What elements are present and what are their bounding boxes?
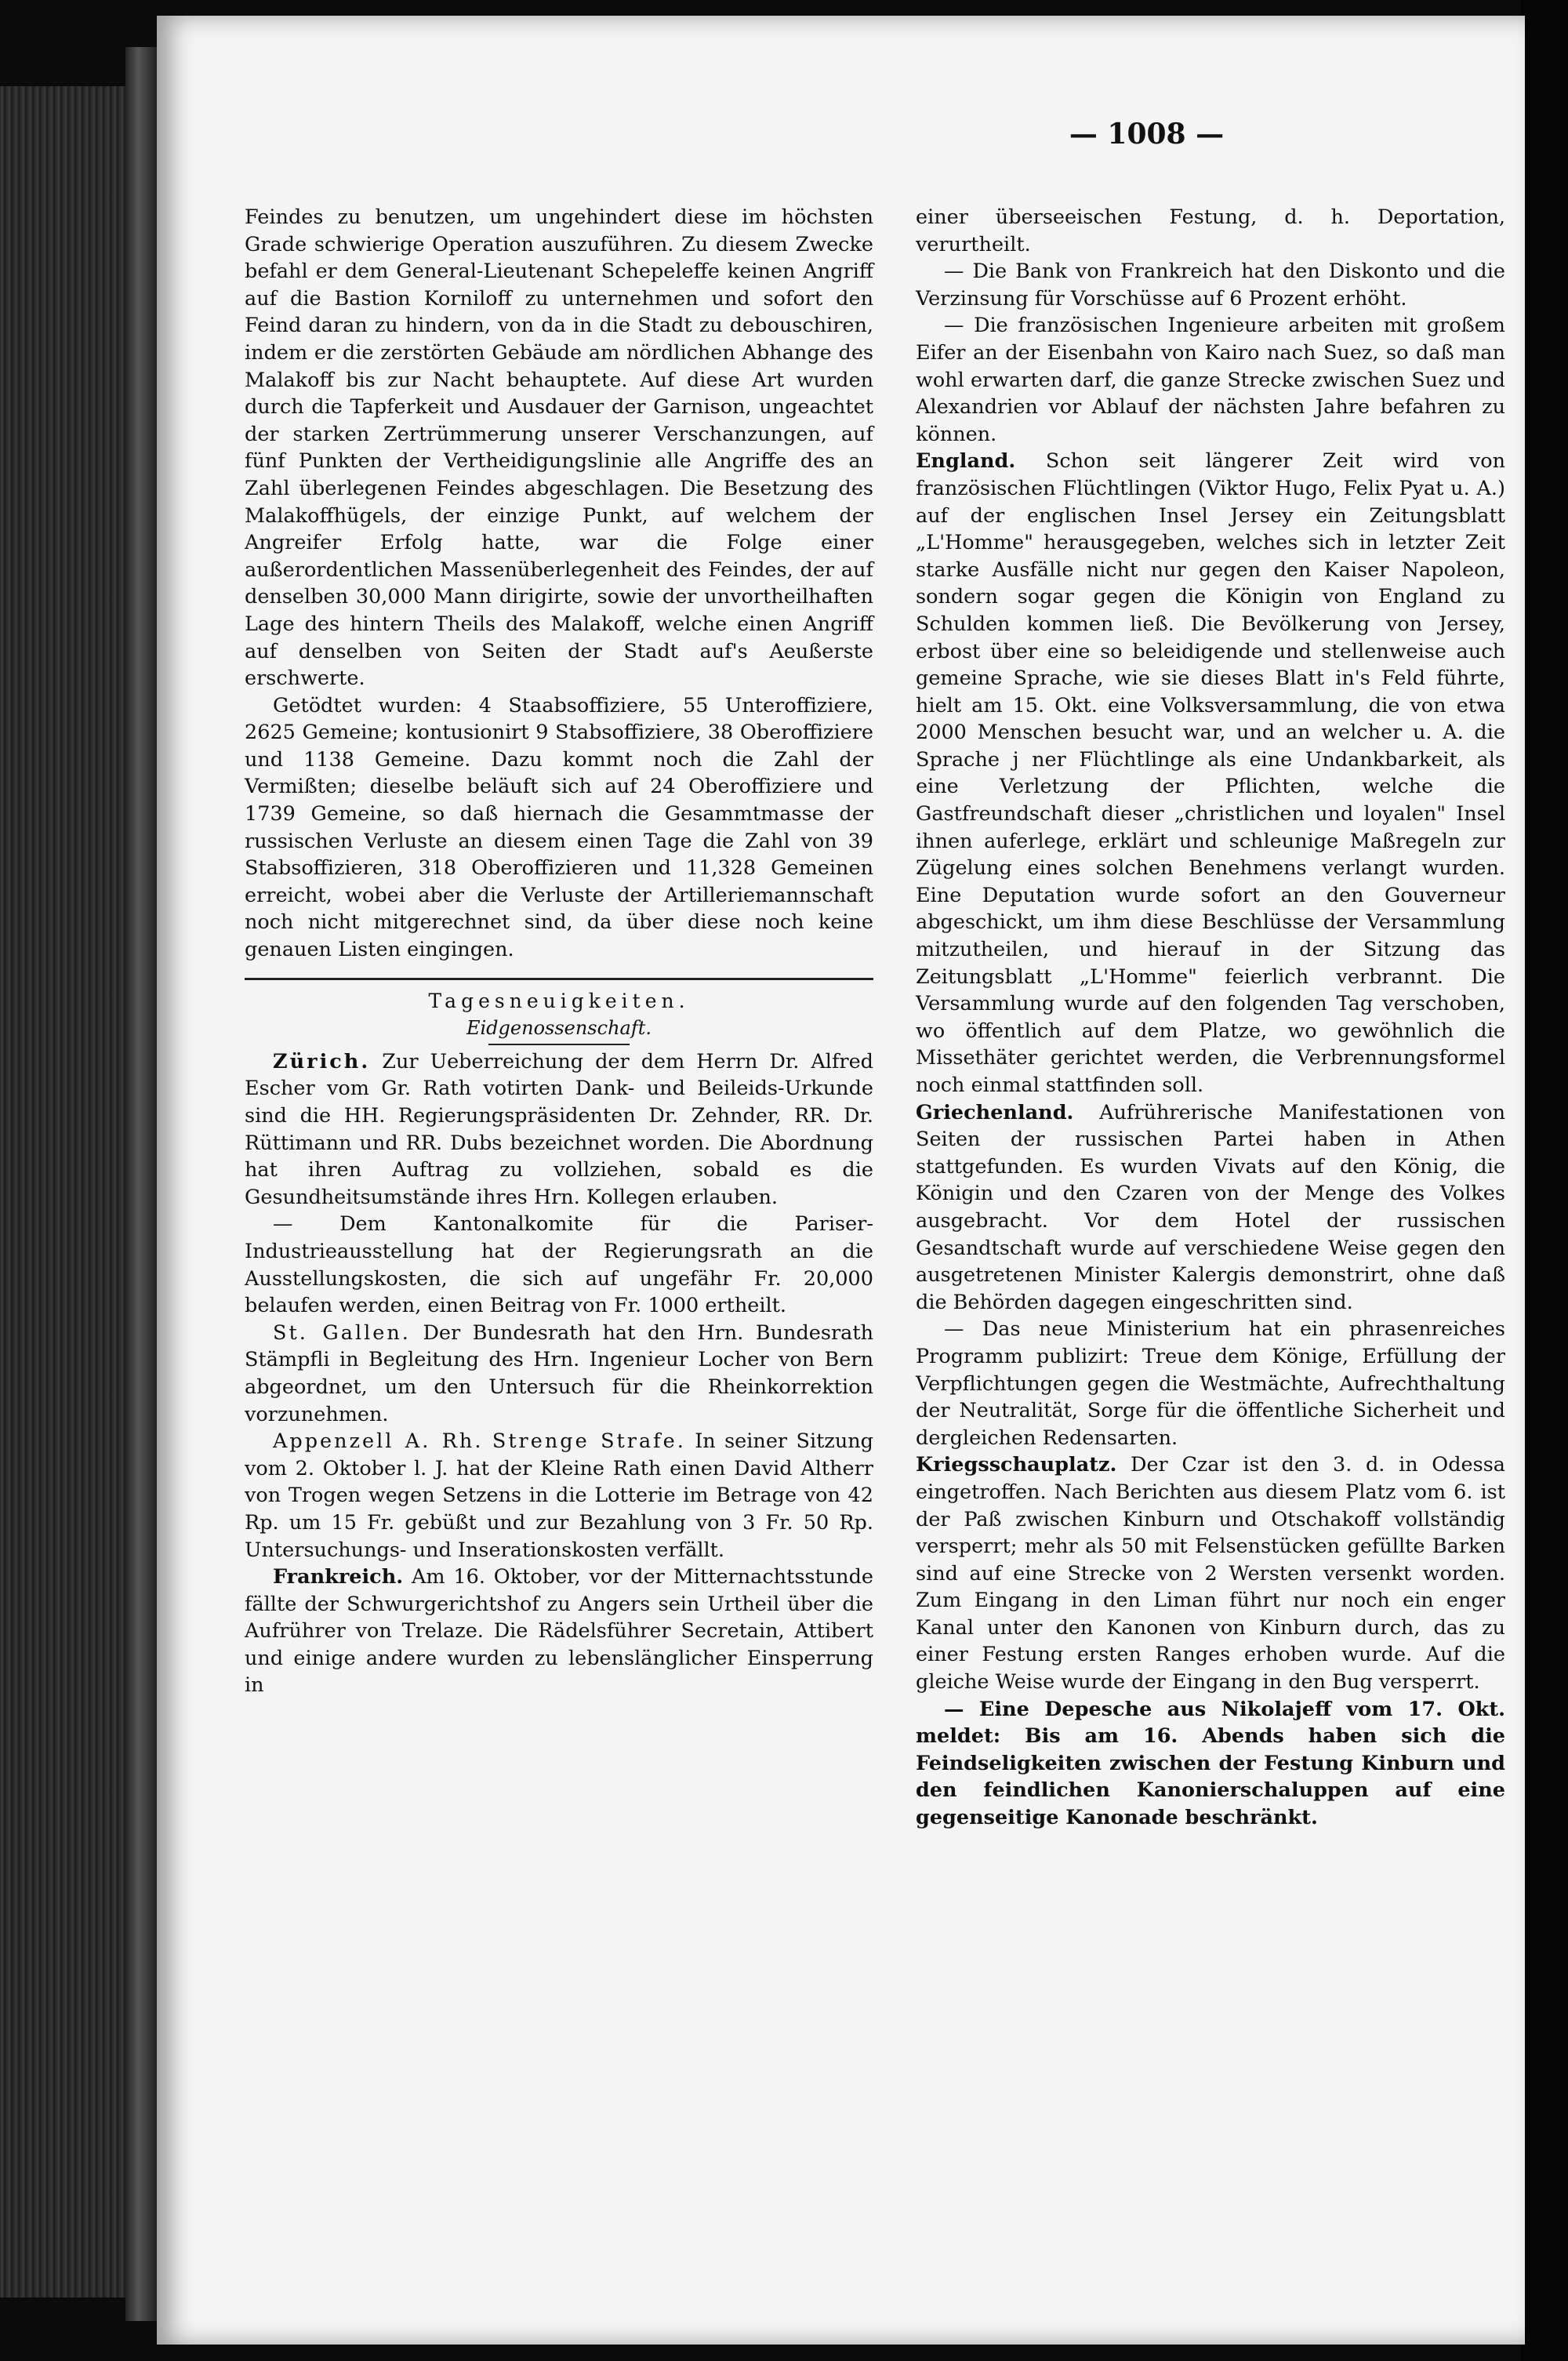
book-binding xyxy=(0,86,142,2297)
sevastopol-report-paragraph: Feindes zu benutzen, um ungehindert diese im höchsten Grade schwierige Operation auszuführen. Zu diesem Zwecke befahl er dem General-Lieutenant Schepeleffe keinen Angriff auf die Bastion Korniloff zu unternehmen und sofort den Feind daran zu hindern, von da in die Stadt zu debouschiren, indem er die zerstörten Gebäude am nördlichen Abhange des Malakoff bis zur Nacht behauptete. Auf diese Art wurden durch die Tapferkeit und Ausdauer der Garnison, ungeachtet der starken Zertrümmerung unserer Verschanzungen, auf fünf Punkten der Vertheidigungslinie alle Angriffe des an Zahl überlegenen Feindes abgeschlagen. Die Besetzung des Malakoffhügels, der einzige Punkt, auf welchem der Angreifer Erfolg hatte, war die Folge einer außerordentlichen Massenüberlegenheit des Feindes, der auf denselben 30,000 Mann dirigirte, sowie der unvortheilhaften Lage des hintern Theils des Malakoff, welche einen Angriff auf denselben von Seiten der Stadt auf's Aeußerste erschwerte. xyxy=(245,205,873,691)
appenzell-heading: Appenzell A. Rh. xyxy=(273,1429,484,1454)
griechenland-heading: Griechenland. xyxy=(916,1100,1074,1124)
stgallen-text: Der Bundesrath hat den Hrn. Bundesrath Stämpfli in Begleitung des Hrn. Ingenieur Locher von Bern abgeordnet, um den Untersuch für die Rheinkorrektion vorzunehmen. xyxy=(245,1320,874,1426)
appenzell-text: In seiner Sitzung vom 2. Oktober l. J. hat der Kleine Rath einen David Altherr von Trogen wegen Setzens in die Lotterie im Betrage von 42 Rp. um 15 Fr. gebüßt und zur Bezahlung von 3 Fr. 50 Rp. Untersuchungs- und Inserationskosten verfällt. xyxy=(245,1429,873,1562)
right-margin-shadow xyxy=(1521,0,1568,2361)
griechenland-text: Aufrührerische Manifestationen von Seiten der russischen Partei haben in Athen stattgefunden. Es wurden Vivats auf den König, die Königin und den Czaren von der Menge des Volkes ausgebracht. Vor dem Hotel der russischen Gesandtschaft wurde auf verschiedene Weise gegen den ausgetretenen Minister Kalergis demonstrirt, ohne daß die Behörden dagegen eingeschritten sind. xyxy=(916,1100,1505,1314)
kriegsschauplatz-text: Der Czar ist den 3. d. in Odessa eingetroffen. Nach Berichten aus diesem Platz vom 6. ist der Paß zwischen Kinburn und Otschakoff vollständig versperrt; mehr als 50 mit Felsenstücken gefüllte Barken sind auf eine Strecke von 2 Wersten versenkt worden. Zum Eingang in den Liman führt nur noch ein enger Kanal unter den Kanonen von Kinburn durch, das zu einer Festung ersten Ranges erhoben wurde. Auf die gleiche Weise wurde der Eingang in den Bug versperrt. xyxy=(916,1453,1505,1694)
bank-paragraph: — Die Bank von Frankreich hat den Diskonto und die Verzinsung für Vorschüsse auf 6 Prozent erhöht. xyxy=(916,260,1505,311)
frankreich-article xyxy=(245,1564,873,1699)
frankreich-text: Am 16. Oktober, vor der Mitternachtsstunde fällte der Schwurgerichtshof zu Angers sein Urtheil über die Aufrührer von Trelaze. Die Rädelsführer Secretain, Attibert und einige andere wurden zu lebenslänglicher Einsperrung in xyxy=(245,1565,873,1698)
zurich-text: Zur Ueberreichung der dem Herrn Dr. Alfred Escher vom Gr. Rath votirten Dank- und Beileids-Urkunde sind die HH. Regierungspräsidenten Dr. Zehnder, RR. Dr. Rüttimann und RR. Dubs bezeichnet worden. Die Abordnung hat ihren Auftrag zu vollziehen, sobald es die Gesundheitsumstände ihres Hrn. Kollegen erlauben. xyxy=(245,1049,874,1209)
kriegsschauplatz-article xyxy=(916,1451,1505,1695)
page-stack-edge xyxy=(125,47,157,2321)
right-column xyxy=(916,204,1505,1832)
engineers-paragraph: — Die französischen Ingenieure arbeiten mit großem Eifer an der Eisenbahn von Kairo nach Suez, so daß man wohl erwarten darf, die ganze Strecke zwischen Suez und Alexandrien vor Ablauf der nächsten Jahre befahren zu können. xyxy=(916,314,1505,446)
left-column xyxy=(245,204,873,1699)
stgallen-article xyxy=(245,1320,873,1428)
section-subtitle: Eidgenossenschaft. xyxy=(245,1015,873,1045)
newspaper-page xyxy=(157,16,1525,2345)
griechenland-article xyxy=(916,1099,1505,1317)
zurich-heading: Zürich. xyxy=(273,1049,371,1073)
appenzell-article xyxy=(245,1428,873,1564)
page-number: — 1008 — xyxy=(1069,118,1225,151)
deportation-paragraph: einer überseeischen Festung, d. h. Deportation, verurtheilt. xyxy=(916,205,1505,256)
appenzell-subheading: Strenge Strafe. xyxy=(492,1429,686,1454)
kantonal-article: — Dem Kantonalkomite für die Pariser-Industrieausstellung hat der Regierungsrath an die Ausstellungskosten, die sich auf ungefähr Fr. 20,000 belaufen werden, einen Beitrag von Fr. 1000 ertheilt. xyxy=(245,1212,873,1318)
england-article xyxy=(916,448,1505,1099)
england-heading: England. xyxy=(916,449,1016,474)
casualties-paragraph: Getödtet wurden: 4 Staabsoffiziere, 55 Unteroffiziere, 2625 Gemeine; kontusionirt 9 Stabsoffiziere, 38 Oberoffiziere und 1138 Gemeine. Dazu kommt noch die Zahl der Vermißten; dieselbe beläuft sich auf 24 Oberoffiziere und 1739 Gemeine, so daß hiernach die Gesammtmasse der russischen Verluste an diesem einen Tage die Zahl von 39 Stabsoffizieren, 318 Oberoffizieren und 11,328 Gemeinen erreicht, wobei aber die Verluste der Artilleriemannschaft noch nicht mitgerechnet sind, da über diese noch keine genauen Listen eingingen. xyxy=(245,693,873,962)
england-text: Schon seit längerer Zeit wird von französischen Flüchtlingen (Viktor Hugo, Felix Pyat u. A.) auf der englischen Insel Jersey ein Zeitungsblatt „L'Homme" herausgegeben, welches sich in letzter Zeit starke Ausfälle nicht nur gegen den Kaiser Napoleon, sondern sogar gegen die Königin von England zu Schulden kommen ließ. Die Bevölkerung von Jersey, erbost über eine so beleidigende und stellenweise auch gemeine Sprache, wie sie dieses Blatt in's Feld führte, hielt am 15. Okt. eine Volksversammlung, die von etwa 2000 Menschen besucht war, und an welcher u. A. die Sprache j ner Flüchtlinge als eine Undankbarkeit, als eine Verletzung der Pflichten, welche die Gastfreundschaft dieser „christlichen und loyalen" Insel ihnen auferlege, erklärt und schleunige Maßregeln zur Zügelung eines solchen Benehmens verlangt wurden. Eine Deputation wurde sofort an den Gouverneur abgeschickt, um ihm diese Beschlüsse der Versammlung mitzutheilen, und hierauf in der Sitzung das Zeitungsblatt „L'Homme" feierlich verbrannt. Die Versammlung wurde auf den folgenden Tag verschoben, wo öffentlich auf dem Platze, wo gewöhnlich die Missethäter gerichtet werden, die Verbrennungsformel noch einmal stattfinden soll. xyxy=(916,449,1505,1097)
ministerium-paragraph: — Das neue Ministerium hat ein phrasenreiches Programm publizirt: Treue dem Könige, Erfüllung der Verpflichtungen gegen die Westmächte, Aufrechthaltung der Neutralität, Sorge für die öffentliche Sicherheit und dergleichen Redensarten. xyxy=(916,1317,1505,1450)
stgallen-heading: St. Gallen. xyxy=(273,1320,411,1345)
kriegsschauplatz-heading: Kriegsschauplatz. xyxy=(916,1453,1117,1477)
zurich-article xyxy=(245,1048,873,1211)
depesche-paragraph: — Eine Depesche aus Nikolajeff vom 17. Okt. meldet: Bis am 16. Abends haben sich die Feindseligkeiten zwischen der Festung Kinburn und den feindlichen Kanonierschaluppen auf eine gegenseitige Kanonade beschränkt. xyxy=(916,1697,1505,1830)
section-title: Tagesneuigkeiten. xyxy=(245,978,873,1015)
frankreich-heading: Frankreich. xyxy=(273,1565,404,1589)
